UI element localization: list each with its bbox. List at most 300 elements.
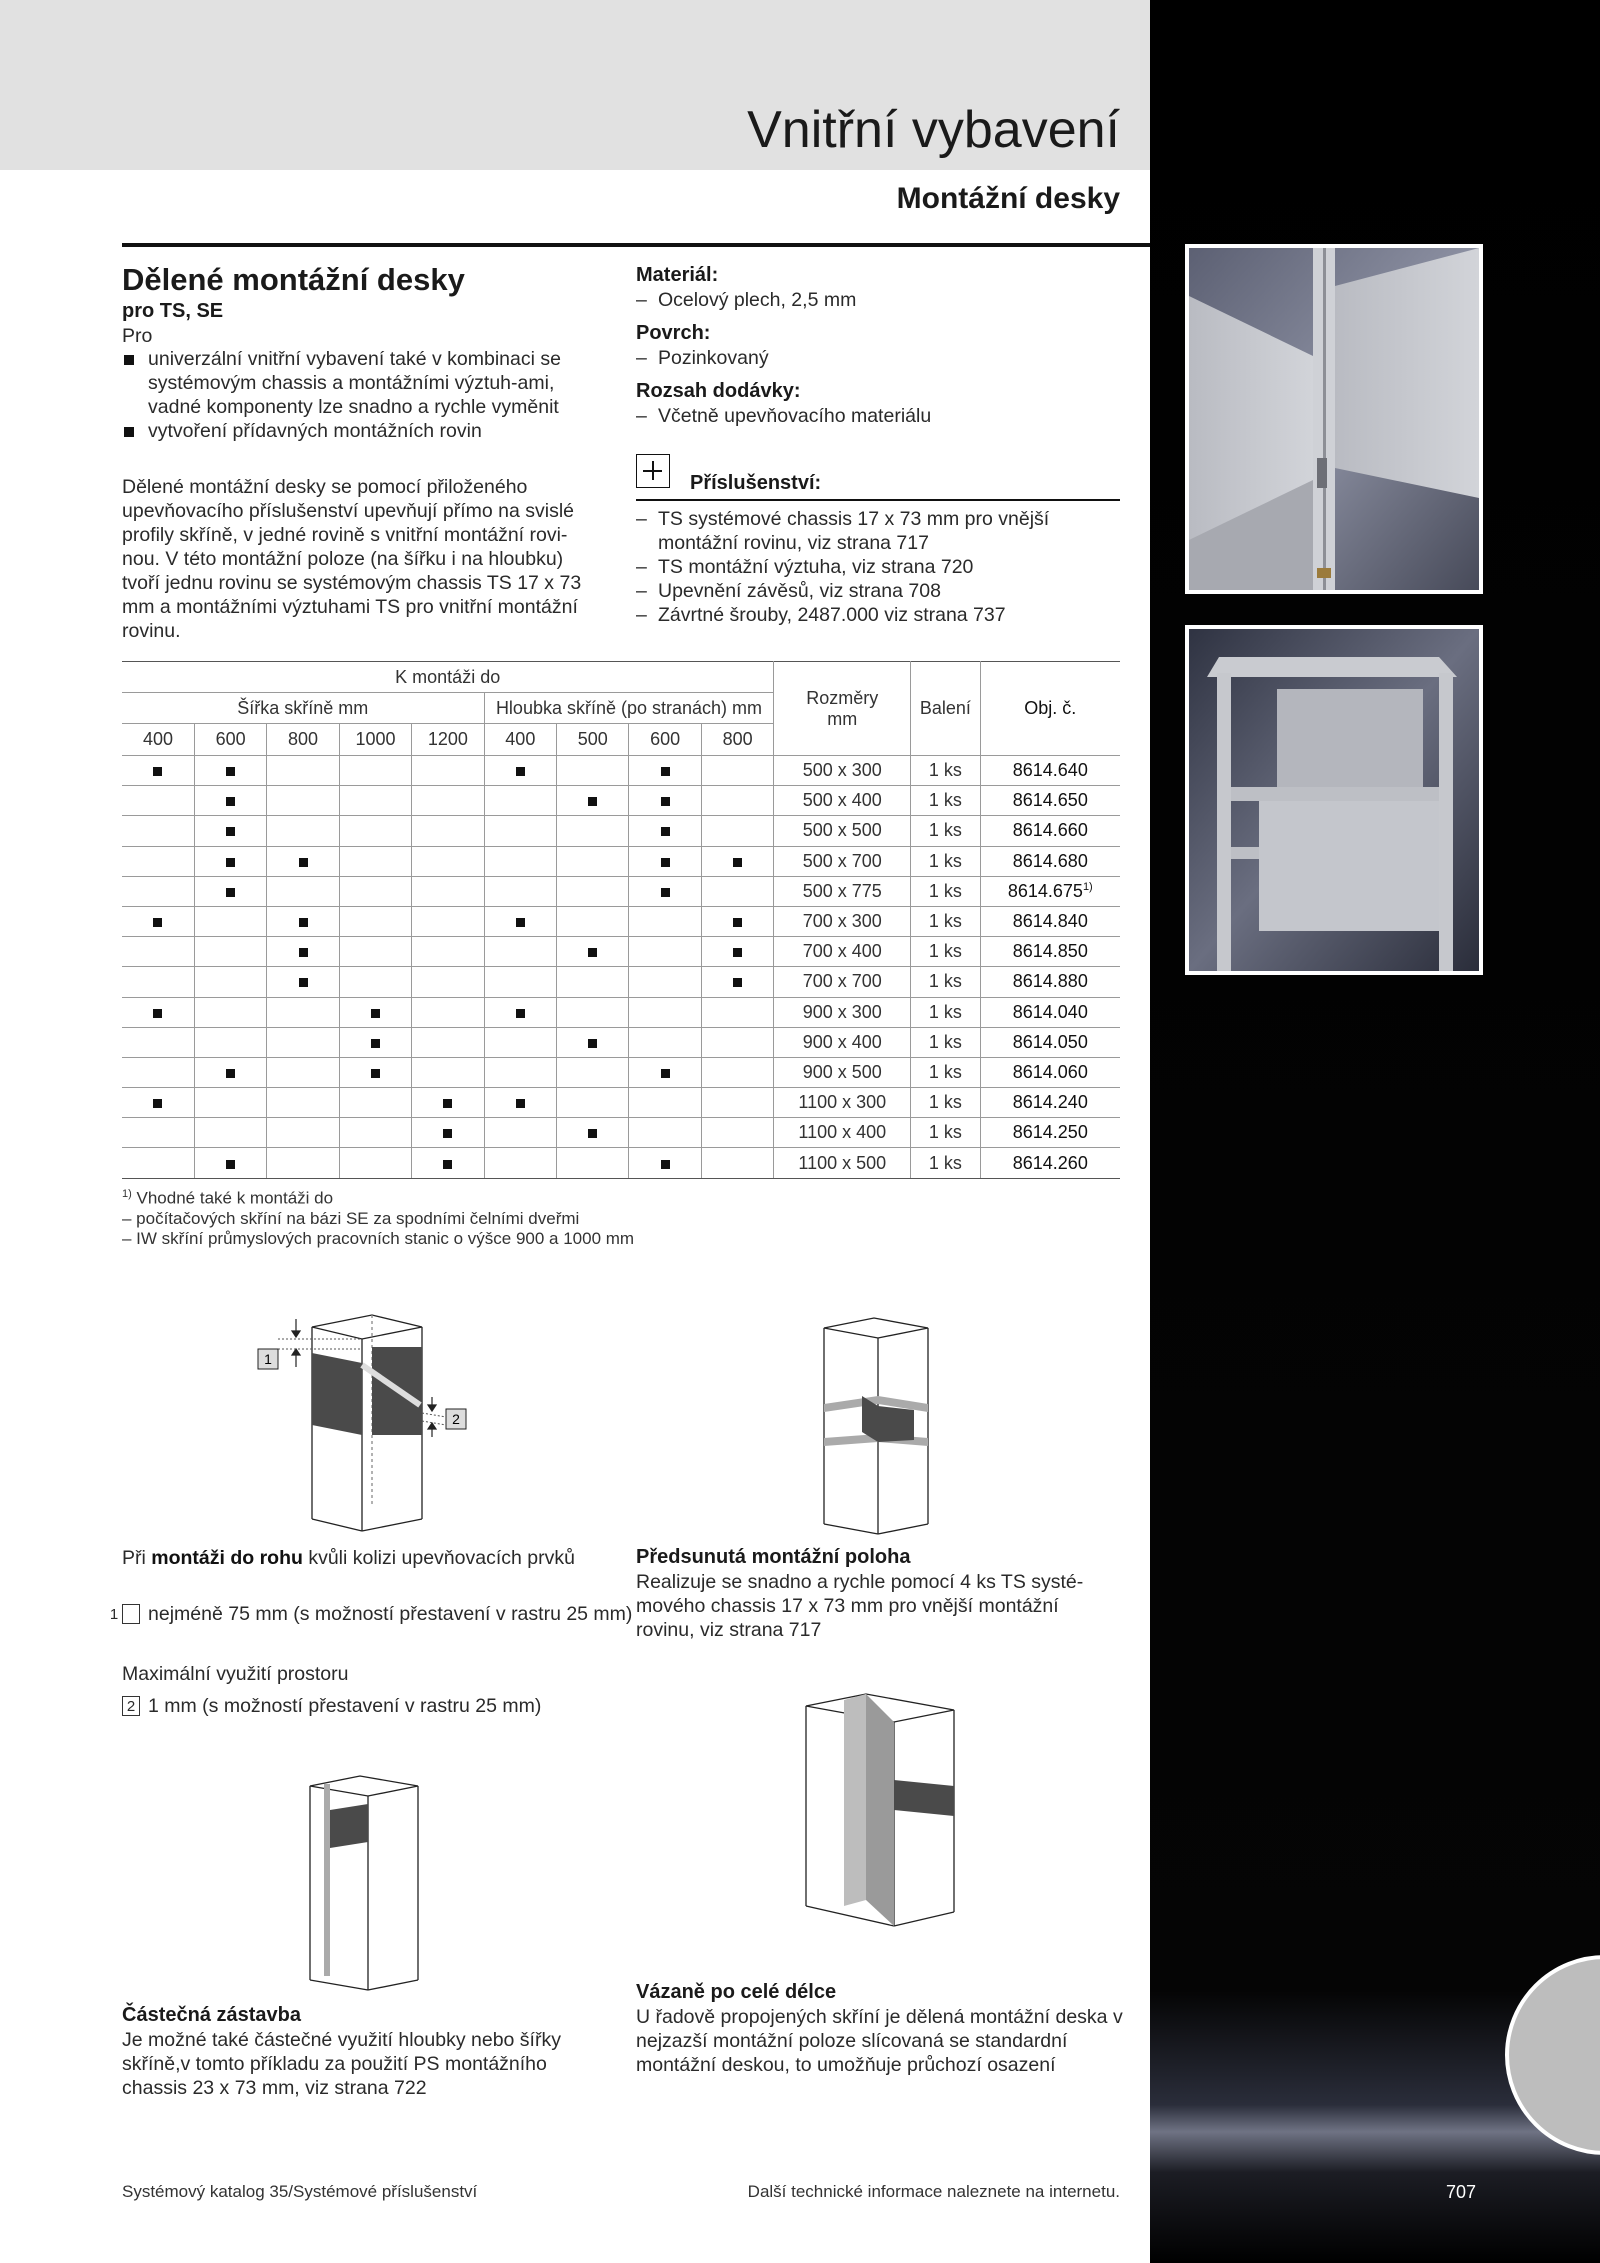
linked-text: U řadově propojených skříní je dělená montážní deska v nejzazší montážní poloze slícovaná se standardní montážní deskou, to umožňuje průchozí osazení [636,2006,1123,2076]
dims-cell: 900 x 300 [774,997,911,1027]
fit-cell [557,816,629,846]
fit-cell [194,1057,266,1087]
order-code-cell [980,1118,1120,1148]
fit-cell [557,937,629,967]
corner-caption-pre: Při [122,1547,152,1569]
fit-cell [412,876,484,906]
corner-item-1 [109,1602,636,1626]
fit-cell [629,786,701,816]
table-row [122,1148,1120,1178]
order-code: 8614.850 [1012,941,1088,962]
fit-marker [588,1129,597,1138]
fit-cell [194,1148,266,1178]
corner-caption-post: kvůli kolizi upevňovacích prvků [302,1547,575,1569]
dims-cell: 500 x 500 [774,816,911,846]
fit-cell [701,906,774,936]
fit-cell [484,906,556,936]
fit-cell [339,756,411,786]
fit-cell [557,1088,629,1118]
footnote-main [122,1184,822,1209]
footer-left: Systémový katalog 35/Systémové příslušenství [122,2182,478,2201]
fit-marker [443,1129,452,1138]
page-subtitle: Montážní desky [896,182,1120,215]
product-description: Dělené montážní desky se pomocí přiloženého upevňovacího příslušenství upevňují přímo na svislé profily skříně, v jedné rovině s vnitřní montážní rovi-nou. V této montážní poloze (na šířku i na hloubku) tvoří jednu rovinu se systémovým chassis TS 17 x 73 mm a montážními výztuhami TS pro vnitřní montážní rovinu. [122,476,582,642]
fit-marker [226,888,235,897]
fit-marker [153,918,162,927]
fit-cell [267,1057,339,1087]
fit-marker [153,767,162,776]
order-code: 8614.840 [1012,911,1088,932]
corner-item-2-text: 1 mm (s možností přestavení v rastru 25 mm) [148,1695,542,1717]
fit-cell [629,1118,701,1148]
width-col-header: 1200 [412,724,484,756]
fit-marker [226,767,235,776]
pack-cell: 1 ks [911,967,980,997]
fit-cell [484,786,556,816]
fit-marker [661,858,670,867]
fit-marker [733,918,742,927]
fit-cell [339,816,411,846]
corner-caption [122,1546,592,1570]
order-code-cell [980,967,1120,997]
order-code-cell [980,1027,1120,1057]
scope-value: – Včetně upevňovacího materiálu [636,404,931,428]
fit-cell [629,1148,701,1178]
fit-marker [226,1069,235,1078]
dims-cell: 900 x 500 [774,1057,911,1087]
fit-cell [267,906,339,936]
partial-installation-diagram [300,1770,430,1996]
fit-cell [122,1027,194,1057]
fit-marker [661,888,670,897]
fit-marker [516,767,525,776]
order-code-cell [980,786,1120,816]
fit-cell [122,876,194,906]
corner-mounting-diagram [250,1305,480,1535]
dims-cell: 1100 x 400 [774,1118,911,1148]
fit-cell [412,937,484,967]
scope-list [636,404,931,428]
order-code-cell [980,876,1120,906]
fit-cell [557,906,629,936]
linked-title: Vázaně po celé délce [636,1981,837,2003]
partial-title: Částečná zástavba [122,2004,301,2026]
fit-cell [629,876,701,906]
fit-cell [701,997,774,1027]
fit-cell [267,1148,339,1178]
fit-cell [557,997,629,1027]
fit-cell [484,1027,556,1057]
fit-cell [629,906,701,936]
surface-label: Povrch: [636,322,711,344]
page-title: Vnitřní vybavení [747,101,1120,159]
fit-cell [339,997,411,1027]
fit-cell [412,1088,484,1118]
footnote-marker: 1) [122,1188,132,1200]
fit-cell [194,937,266,967]
pack-header: Balení [911,662,980,756]
pack-cell: 1 ks [911,786,980,816]
order-code-cell [980,816,1120,846]
fit-cell [701,846,774,876]
fit-cell [267,1027,339,1057]
dims-cell: 500 x 775 [774,876,911,906]
fit-cell [122,1088,194,1118]
number-box-1: 1 [122,1604,140,1624]
order-code: 8614.250 [1012,1122,1088,1143]
plus-icon [636,454,670,488]
feature-item: univerzální vnitřní vybavení také v kombinaci se systémovým chassis a montážními výztuh-ami, vadné komponenty lze snadno a rychle vyměnit [122,347,592,419]
fit-cell [412,906,484,936]
dims-header: Rozměry mm [774,662,911,756]
fit-cell [339,1057,411,1087]
fit-marker [733,948,742,957]
fit-cell [194,756,266,786]
material-list [636,288,856,312]
fit-cell [339,906,411,936]
fit-cell [339,937,411,967]
dims-cell: 500 x 700 [774,846,911,876]
scope-label: Rozsah dodávky: [636,380,801,402]
surface-list [636,346,769,370]
order-code: 8614.675 [1007,880,1083,901]
dims-cell: 900 x 400 [774,1027,911,1057]
fit-cell [339,1027,411,1057]
width-col-header: 600 [194,724,266,756]
fit-cell [629,816,701,846]
pack-cell: 1 ks [911,1118,980,1148]
fit-cell [484,1057,556,1087]
fit-cell [339,846,411,876]
material-label: Materiál: [636,264,719,286]
fit-cell [412,816,484,846]
footer-right: Další technické informace naleznete na internetu. [747,2182,1120,2201]
order-code-cell [980,997,1120,1027]
fit-marker [226,797,235,806]
photo-rack-plates-image [1189,629,1479,971]
fit-cell [701,967,774,997]
fit-cell [412,846,484,876]
order-code-cell [980,906,1120,936]
forward-position-diagram [810,1310,940,1540]
fit-cell [412,1027,484,1057]
pack-cell: 1 ks [911,1027,980,1057]
pro-label: Pro [122,325,153,347]
width-col-header: 800 [267,724,339,756]
depth-col-header: 500 [557,724,629,756]
fit-marker [371,1009,380,1018]
pack-cell: 1 ks [911,876,980,906]
fit-cell [412,997,484,1027]
table-row [122,1088,1120,1118]
width-header: Šířka skříně mm [122,693,484,724]
product-photo-top [1185,244,1483,594]
fit-marker [299,978,308,987]
fit-marker [153,1009,162,1018]
fit-cell [194,1027,266,1057]
fit-marker [371,1069,380,1078]
order-code: 8614.640 [1012,760,1088,781]
pack-cell: 1 ks [911,997,980,1027]
fit-cell [267,816,339,846]
fit-cell [339,786,411,816]
forward-title: Předsunutá montážní poloha [636,1546,911,1568]
table-row [122,1118,1120,1148]
fit-cell [122,1118,194,1148]
order-code-cell [980,1088,1120,1118]
photo-split-plates-image [1189,248,1479,590]
linked-length-diagram [800,1690,960,1930]
code-header: Obj. č. [980,662,1120,756]
order-code: 8614.880 [1012,971,1088,992]
fit-cell [629,997,701,1027]
corner-caption-bold: montáži do rohu [151,1547,303,1569]
fit-marker [226,827,235,836]
pack-cell: 1 ks [911,846,980,876]
fit-cell [267,786,339,816]
fit-cell [701,1118,774,1148]
fit-cell [557,1027,629,1057]
fit-cell [629,1088,701,1118]
fit-cell [122,997,194,1027]
fit-marker [588,797,597,806]
fit-cell [194,967,266,997]
forward-text: Realizuje se snadno a rychle pomocí 4 ks TS systé-mového chassis 17 x 73 mm pro vnější montážní rovinu, viz strana 717 [636,1571,1084,1641]
table-footnote [122,1184,822,1249]
corner-item-2 [122,1694,602,1718]
fit-marker [516,1099,525,1108]
fit-cell [557,1148,629,1178]
product-title: Dělené montážní desky [122,262,465,297]
callout-2: 2 [452,1411,460,1427]
fit-cell [484,876,556,906]
fit-cell [339,1088,411,1118]
fit-cell [557,1057,629,1087]
accessory-item: – TS systémové chassis 17 x 73 mm pro vnější montážní rovinu, viz strana 717 [636,507,1106,555]
fit-cell [701,756,774,786]
pack-cell: 1 ks [911,1148,980,1178]
fit-cell [557,876,629,906]
accessory-item: – Závrtné šrouby, 2487.000 viz strana 737 [636,603,1106,627]
fit-cell [701,1088,774,1118]
accessory-item: – TS montážní výztuha, viz strana 720 [636,555,1106,579]
fit-cell [122,1148,194,1178]
fit-cell [194,997,266,1027]
fit-cell [484,846,556,876]
fit-cell [557,967,629,997]
fit-marker [516,918,525,927]
pack-cell: 1 ks [911,1088,980,1118]
depth-col-header: 600 [629,724,701,756]
dims-cell: 1100 x 500 [774,1148,911,1178]
order-code-footnote: 1) [1082,880,1093,893]
fit-cell [194,816,266,846]
partial-text: Je možné také částečné využití hloubky nebo šířky skříně,v tomto příkladu za použití PS montážního chassis 23 x 73 mm, viz strana 722 [122,2029,561,2099]
fit-marker [299,858,308,867]
order-code: 8614.060 [1012,1061,1088,1082]
dims-cell: 1100 x 300 [774,1088,911,1118]
fit-cell [194,876,266,906]
fit-cell [122,906,194,936]
product-table [122,661,1120,1179]
corner-item-1-text: nejméně 75 mm (s možností přestavení v rastru 25 mm) [148,1603,633,1625]
fit-cell [701,816,774,846]
product-subtitle: pro TS, SE [122,300,224,322]
fit-cell [557,846,629,876]
fit-cell [484,1148,556,1178]
table-row [122,906,1120,936]
fit-marker [661,1160,670,1169]
order-code: 8614.260 [1012,1152,1088,1173]
fit-cell [629,967,701,997]
fit-cell [557,786,629,816]
fit-marker [661,1069,670,1078]
product-photo-bottom [1185,625,1483,975]
max-usage-label: Maximální využití prostoru [122,1663,349,1685]
fit-cell [412,1148,484,1178]
fit-marker [443,1099,452,1108]
footnote-text: Vhodné také k montáži do [136,1188,334,1208]
fit-cell [484,937,556,967]
fit-cell [339,1118,411,1148]
fit-cell [484,967,556,997]
table-row [122,1057,1120,1087]
dims-cell: 700 x 400 [774,937,911,967]
fit-cell [701,937,774,967]
depth-header: Hloubka skříně (po stranách) mm [484,693,774,724]
fit-cell [701,1027,774,1057]
fit-marker [153,1099,162,1108]
order-code: 8614.040 [1012,1001,1088,1022]
fit-cell [629,1027,701,1057]
table-row [122,937,1120,967]
fit-cell [122,756,194,786]
fit-marker [299,948,308,957]
fit-cell [194,1088,266,1118]
fit-marker [588,948,597,957]
fit-cell [267,846,339,876]
fit-cell [701,1148,774,1178]
accessory-item: – Upevnění závěsů, viz strana 708 [636,579,1106,603]
table-row [122,1027,1120,1057]
fit-marker [588,1039,597,1048]
table-row [122,786,1120,816]
fit-cell [122,937,194,967]
fit-cell [701,876,774,906]
fit-cell [484,1088,556,1118]
accessories-list [636,507,1106,627]
depth-col-header: 800 [701,724,774,756]
fit-cell [701,1057,774,1087]
fit-cell [122,786,194,816]
fit-marker [371,1039,380,1048]
fit-cell [412,786,484,816]
fit-cell [412,1057,484,1087]
fit-cell [267,876,339,906]
width-col-header: 1000 [339,724,411,756]
order-code-cell [980,756,1120,786]
fit-marker [226,1160,235,1169]
number-box-2: 2 [122,1696,140,1716]
fit-marker [661,827,670,836]
dims-cell: 700 x 300 [774,906,911,936]
fit-cell [412,756,484,786]
fit-cell [557,756,629,786]
fit-cell [339,876,411,906]
order-code-cell [980,1148,1120,1178]
fit-cell [267,997,339,1027]
fit-marker [661,797,670,806]
pack-cell: 1 ks [911,937,980,967]
fit-cell [267,937,339,967]
fit-cell [412,1118,484,1148]
table-row [122,756,1120,786]
table-row [122,816,1120,846]
table-row [122,967,1120,997]
fit-cell [194,786,266,816]
width-col-header: 400 [122,724,194,756]
fit-cell [412,967,484,997]
order-code: 8614.650 [1012,790,1088,811]
callout-1: 1 [264,1351,272,1367]
fit-cell [339,1148,411,1178]
pack-cell: 1 ks [911,906,980,936]
depth-col-header: 400 [484,724,556,756]
material-value: – Ocelový plech, 2,5 mm [636,288,856,312]
fit-cell [484,1118,556,1148]
fit-cell [122,1057,194,1087]
feature-list [122,347,592,443]
pack-cell: 1 ks [911,756,980,786]
fit-marker [443,1160,452,1169]
order-code-cell [980,1057,1120,1087]
fit-cell [267,967,339,997]
order-code: 8614.050 [1012,1031,1088,1052]
pack-cell: 1 ks [911,1057,980,1087]
dims-cell: 500 x 400 [774,786,911,816]
order-code-cell [980,937,1120,967]
fit-cell [701,786,774,816]
table-row [122,846,1120,876]
dims-cell: 500 x 300 [774,756,911,786]
order-code: 8614.240 [1012,1092,1088,1113]
feature-item: vytvoření přídavných montážních rovin [122,419,592,443]
fit-marker [733,858,742,867]
fit-cell [194,846,266,876]
pack-cell: 1 ks [911,816,980,846]
order-code-cell [980,846,1120,876]
fit-cell [267,756,339,786]
fit-cell [339,967,411,997]
surface-value: – Pozinkovaný [636,346,769,370]
table-row [122,876,1120,906]
footnote-line: – IW skříní průmyslových pracovních stanic o výšce 900 a 1000 mm [122,1228,635,1248]
fit-cell [629,1057,701,1087]
group-header: K montáži do [122,662,774,693]
fit-cell [122,816,194,846]
accessories-rule [636,499,1120,501]
footnote-line: – počítačových skříní na bázi SE za spodními čelními dveřmi [122,1208,580,1228]
order-code: 8614.660 [1012,820,1088,841]
fit-marker [226,858,235,867]
fit-cell [194,906,266,936]
fit-cell [122,967,194,997]
table-row [122,997,1120,1027]
fit-marker [299,918,308,927]
fit-cell [267,1088,339,1118]
fit-cell [629,846,701,876]
dims-cell: 700 x 700 [774,967,911,997]
